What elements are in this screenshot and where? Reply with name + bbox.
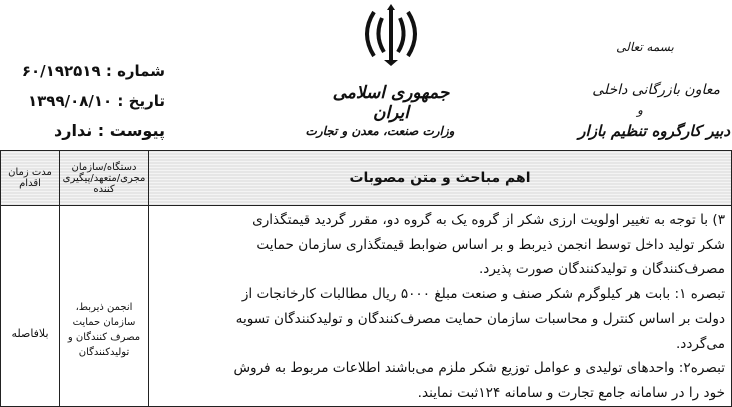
resolution-text	[149, 206, 732, 407]
text-line: تبصره ۱: بابت هر کیلوگرم شکر صنف و صنعت مبلغ ۵۰۰۰ ریال مطالبات کارخانجات از	[241, 286, 725, 303]
recipient-and: و	[637, 103, 643, 117]
table-header	[1, 151, 732, 206]
text-line: ۳) با توجه به تغییر اولویت ارزی شکر از گروه یک به گروه دو، مقرر گردید قیمتگذاری	[252, 212, 725, 228]
recipient-2: دبیر کارگروه تنظیم بازار	[578, 122, 730, 140]
country-name: جمهوری اسلامی ایران	[332, 83, 450, 123]
letter-attachment	[10, 121, 165, 140]
ministry-name: وزارت صنعت، معدن و تجارت	[305, 124, 455, 138]
table-row	[1, 206, 732, 407]
emblem	[356, 4, 426, 68]
date-value: ۱۳۹۹/۰۸/۱۰	[27, 92, 113, 110]
header-main: اهم مباحث و متن مصوبات	[149, 151, 732, 206]
letter-date	[10, 92, 165, 110]
header-agency: دستگاه/سازمان مجری/متعهد/پیگیری کننده	[60, 151, 149, 206]
recipient-1: معاون بازرگانی داخلی	[592, 82, 720, 98]
date-label: تاریخ :	[117, 92, 165, 110]
number-label: شماره :	[105, 62, 165, 80]
text-line: مصرف‌کنندگان و تولیدکنندگان صورت پذیرد.	[478, 261, 725, 278]
text-line: خود را در سامانه جامع تجارت و سامانه ۱۲۴ثبت نمایند.	[417, 384, 725, 401]
text-line: دولت بر اساس کنترل و محاسبات سازمان حمایت مصرف‌کنندگان و تولیدکنندگان تسویه	[235, 310, 725, 327]
text-line: شکر تولید داخل توسط انجمن ذیربط و بر اساس ضوابط قیمتگذاری سازمان حمایت	[256, 236, 725, 253]
resolutions-table	[0, 150, 732, 407]
text-line: تبصره۲: واحدهای تولیدی و عوامل توزیع شکر ملزم می‌باشند اطلاعات مربوط به فروش	[233, 360, 725, 377]
text-line: می‌گردد.	[675, 335, 725, 352]
number-value: ۶۰/۱۹۲۵۱۹	[21, 62, 101, 80]
letter-number	[10, 62, 165, 80]
attachment-label: پیوست :	[97, 121, 165, 140]
agency-cell: انجمن ذیربط، سازمان حمایت مصرف کنندگان و تولیدکنندگان	[60, 206, 149, 407]
bismillah: بسمه تعالی	[616, 40, 674, 54]
time-cell: بلافاصله	[1, 206, 60, 407]
iran-emblem-icon	[356, 4, 426, 68]
header-time: مدت زمان اقدام	[1, 151, 60, 206]
attachment-value: ندارد	[54, 121, 93, 140]
